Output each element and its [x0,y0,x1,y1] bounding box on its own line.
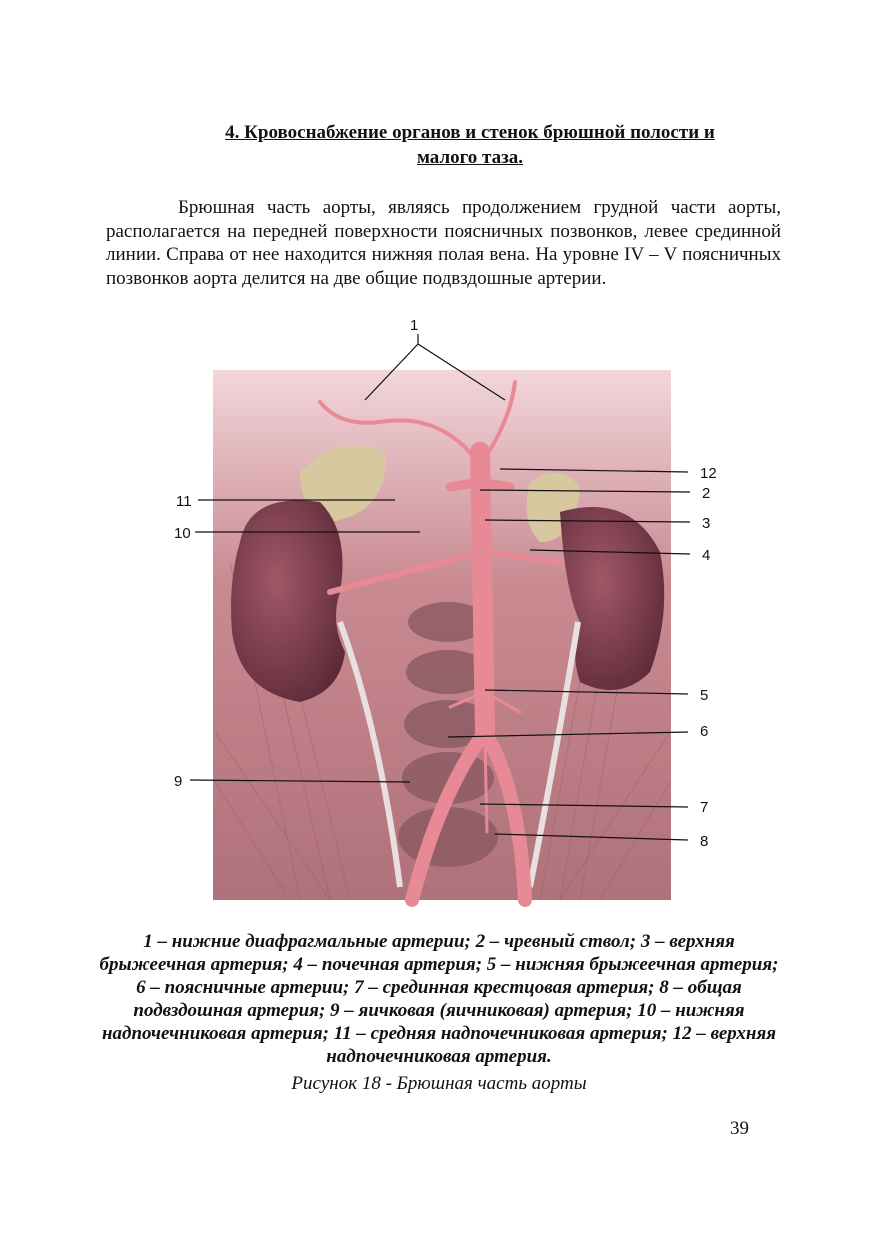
label-5: 5 [700,687,709,704]
aorta-illustration [0,312,875,912]
body-paragraph-text: Брюшная часть аорты, являясь продолжением грудной части аорты, располагается на передней поверхности поясничных позвонков, левее срединной линии. Справа от нее находится нижняя полая вена. На уровне IV – V поясничных позвонков аорта делится на две общие подвздошные артерии. [106,197,781,289]
heading-line-1: 4. Кровоснабжение органов и стенок брюшной полости и [225,122,715,143]
label-10: 10 [174,525,191,542]
aorta-figure [0,312,875,912]
section-heading [150,120,790,170]
label-3: 3 [702,515,711,532]
label-12: 12 [700,465,717,482]
figure-title: Рисунок 18 - Брюшная часть аорты [291,1073,587,1094]
label-6: 6 [700,723,709,740]
figure-caption: 1 – нижние диафрагмальные артерии; 2 – чревный ствол; 3 – верхняя брыжеечная артерия; 4 – почечная артерия; 5 – нижняя брыжеечная артерия; 6 – поясничные артерии; 7 – срединная крестцовая артерия; 8 – общая подвздошная артерия; 9 – яичковая (яичниковая) артерия; 10 – нижняя надпочечниковая артерия; 11 – средняя надпочечниковая артерия; 12 – верхняя надпочечниковая артерия. [99,931,779,1067]
label-1: 1 [410,317,419,334]
label-8: 8 [700,833,709,850]
kidney-left [231,500,345,702]
heading-line-2: малого таза. [417,147,523,168]
label-9: 9 [174,773,183,790]
page-number: 39 [730,1118,749,1139]
label-7: 7 [700,799,709,816]
label-2: 2 [702,485,711,502]
body-paragraph [106,196,781,290]
kidney-right [560,507,664,690]
label-11: 11 [176,493,192,510]
label-4: 4 [702,547,711,564]
